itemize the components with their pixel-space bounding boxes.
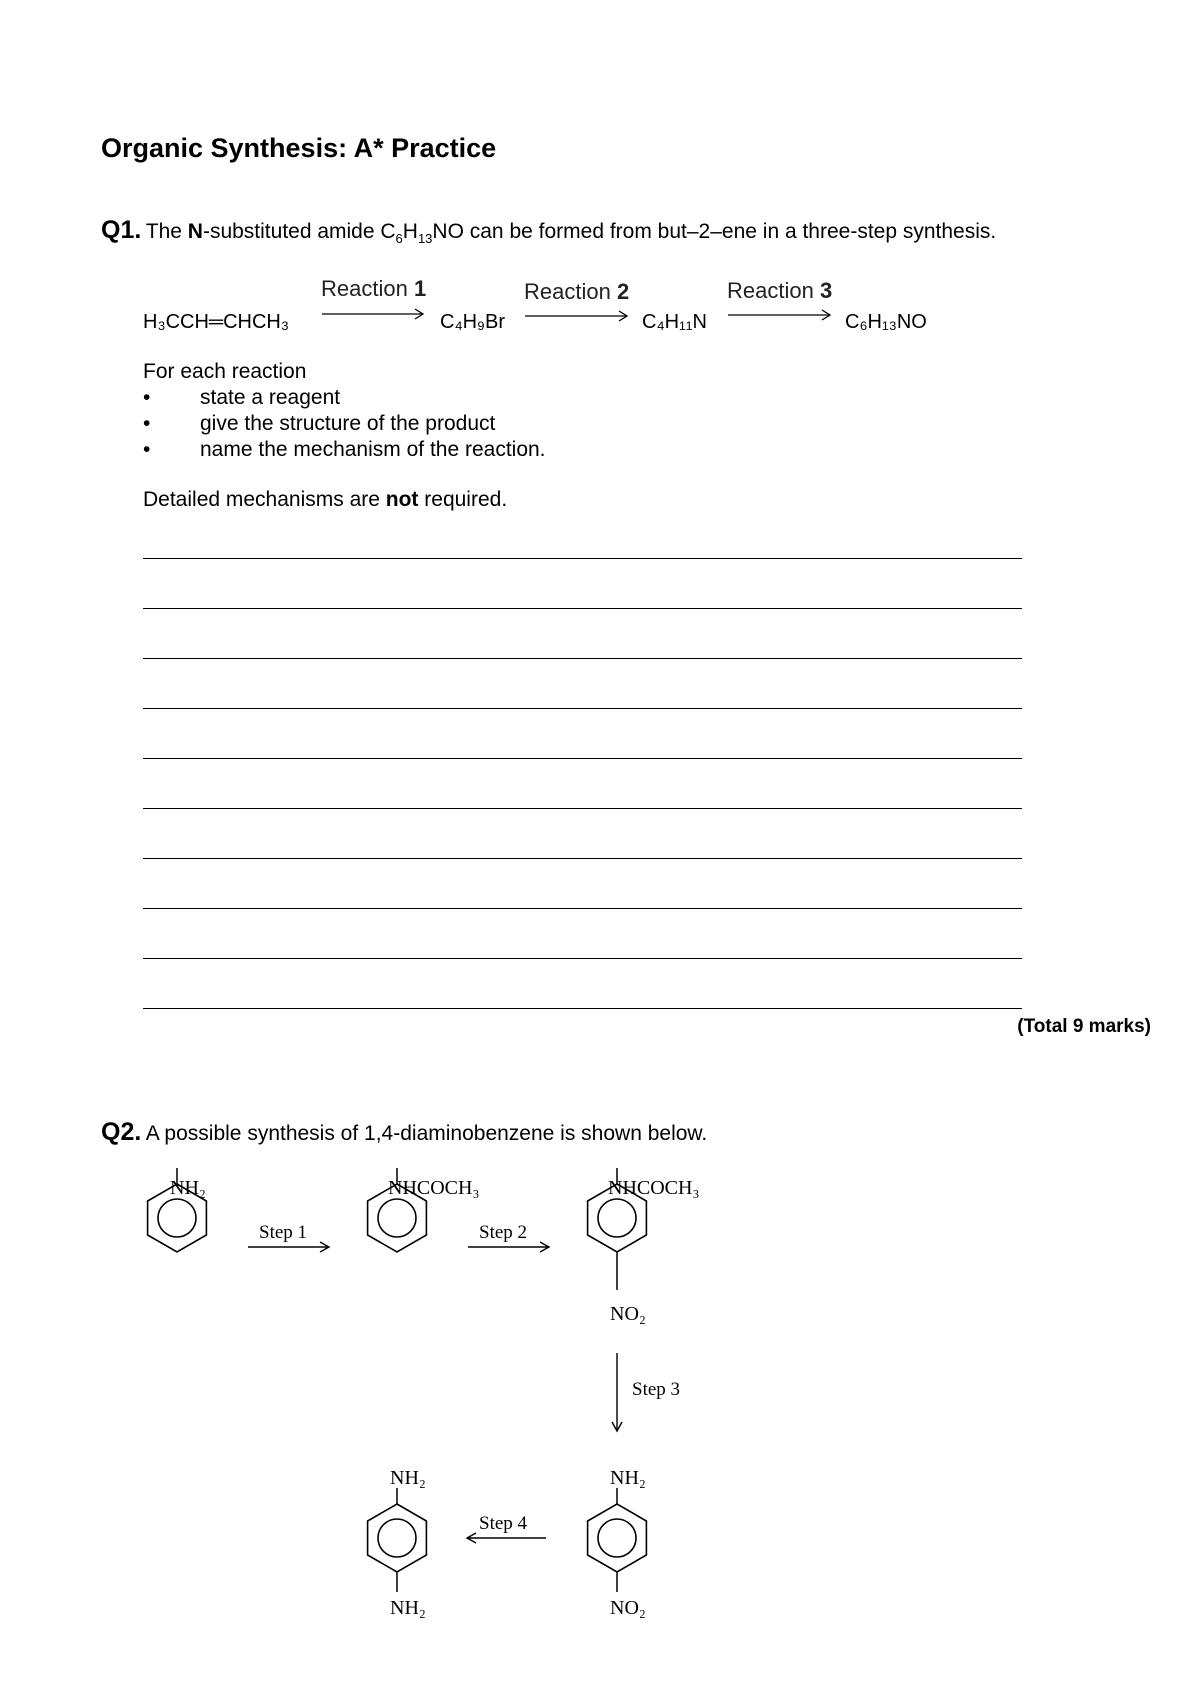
mechanism-note: Detailed mechanisms are not required.	[143, 488, 508, 511]
benzene-ring-nitroaniline	[588, 1488, 647, 1592]
bullet-icon: •	[143, 412, 151, 435]
compound-c4h9br: C₄H₉Br	[440, 311, 505, 333]
substituent-label: NO₂	[610, 1303, 646, 1325]
q2-intro: A possible synthesis of 1,4-diaminobenzene is shown below.	[145, 1122, 708, 1145]
benzene-ring-diaminobenzene	[368, 1488, 427, 1592]
instruction-bullet: • give the structure of the product	[143, 412, 496, 435]
total-marks: (Total 9 marks)	[1017, 1016, 1151, 1037]
step-2-label: Step 2	[479, 1222, 528, 1243]
substituent-label: NH₂	[610, 1467, 646, 1489]
reaction-2-label: Reaction 2	[524, 279, 630, 304]
step-1-label: Step 1	[259, 1222, 308, 1243]
compound-product: C₆H₁₃NO	[845, 311, 927, 333]
substituent-label: NHCOCH₃	[608, 1177, 700, 1199]
reaction-1-label: Reaction 1	[321, 276, 427, 301]
step-3-label: Step 3	[632, 1379, 681, 1400]
compound-c4h11n: C₄H₁₁N	[642, 311, 707, 333]
substituent-label: NHCOCH₃	[388, 1177, 480, 1199]
bullet-icon: •	[143, 386, 151, 409]
q2-label: Q2.	[101, 1118, 142, 1146]
reaction-3-label: Reaction 3	[727, 278, 833, 303]
q1-label: Q1.	[101, 216, 142, 244]
page-title: Organic Synthesis: A* Practice	[101, 133, 497, 163]
instruction-bullet: • name the mechanism of the reaction.	[143, 438, 546, 461]
instruction-bullet: • state a reagent	[143, 386, 341, 409]
step-4-label: Step 4	[479, 1513, 528, 1534]
q1-intro: The N-substituted amide $C_6H_{13}NO$ can be formed from but–2–ene in a three-step synthesis.	[145, 220, 997, 247]
substituent-label: NO₂	[610, 1597, 646, 1619]
compound-but-2-ene: H₃CCH═CHCH₃	[143, 311, 290, 333]
substituent-label: NH₂	[390, 1467, 426, 1489]
bullet-icon: •	[143, 438, 151, 461]
substituent-label: NH₂	[390, 1597, 426, 1619]
substituent-label: NH₂	[170, 1177, 206, 1199]
instructions-heading: For each reaction	[143, 360, 307, 383]
